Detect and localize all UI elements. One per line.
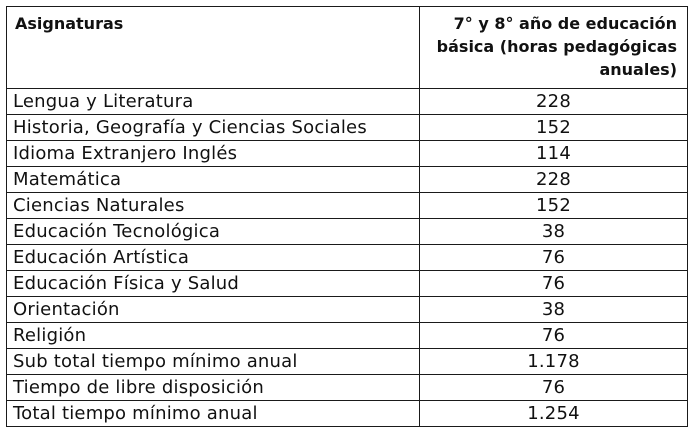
table-row [7,323,688,349]
table-row [7,141,688,167]
free-time-row [7,375,688,401]
hours-cell: 38 [420,219,688,245]
subject-cell: Lengua y Literatura [7,89,420,115]
free-time-value: 76 [420,375,688,401]
hours-cell: 152 [420,115,688,141]
table-row [7,245,688,271]
subject-cell: Educación Artística [7,245,420,271]
table-row [7,167,688,193]
total-label: Total tiempo mínimo anual [7,401,420,427]
subject-cell: Educación Tecnológica [7,219,420,245]
hours-cell: 76 [420,245,688,271]
free-time-label: Tiempo de libre disposición [7,375,420,401]
table-header [7,7,688,89]
subject-cell: Matemática [7,167,420,193]
table-row [7,115,688,141]
table-row [7,219,688,245]
table-body [7,89,688,427]
subtotal-label: Sub total tiempo mínimo anual [7,349,420,375]
header-annual-hours: 7° y 8° año de educación básica (horas pedagógicas anuales) [420,7,688,89]
subjects-hours-table [6,6,688,427]
hours-cell: 152 [420,193,688,219]
subject-cell: Educación Física y Salud [7,271,420,297]
table-row [7,297,688,323]
hours-cell: 228 [420,167,688,193]
subject-cell: Historia, Geografía y Ciencias Sociales [7,115,420,141]
subtotal-row [7,349,688,375]
total-value: 1.254 [420,401,688,427]
subject-cell: Orientación [7,297,420,323]
header-subjects: Asignaturas [7,7,420,89]
hours-cell: 76 [420,271,688,297]
table-row [7,89,688,115]
hours-cell: 114 [420,141,688,167]
subject-cell: Religión [7,323,420,349]
table-row [7,271,688,297]
subject-cell: Ciencias Naturales [7,193,420,219]
subject-cell: Idioma Extranjero Inglés [7,141,420,167]
header-row [7,7,688,89]
hours-cell: 228 [420,89,688,115]
hours-cell: 76 [420,323,688,349]
table-row [7,193,688,219]
subtotal-value: 1.178 [420,349,688,375]
hours-cell: 38 [420,297,688,323]
total-row [7,401,688,427]
